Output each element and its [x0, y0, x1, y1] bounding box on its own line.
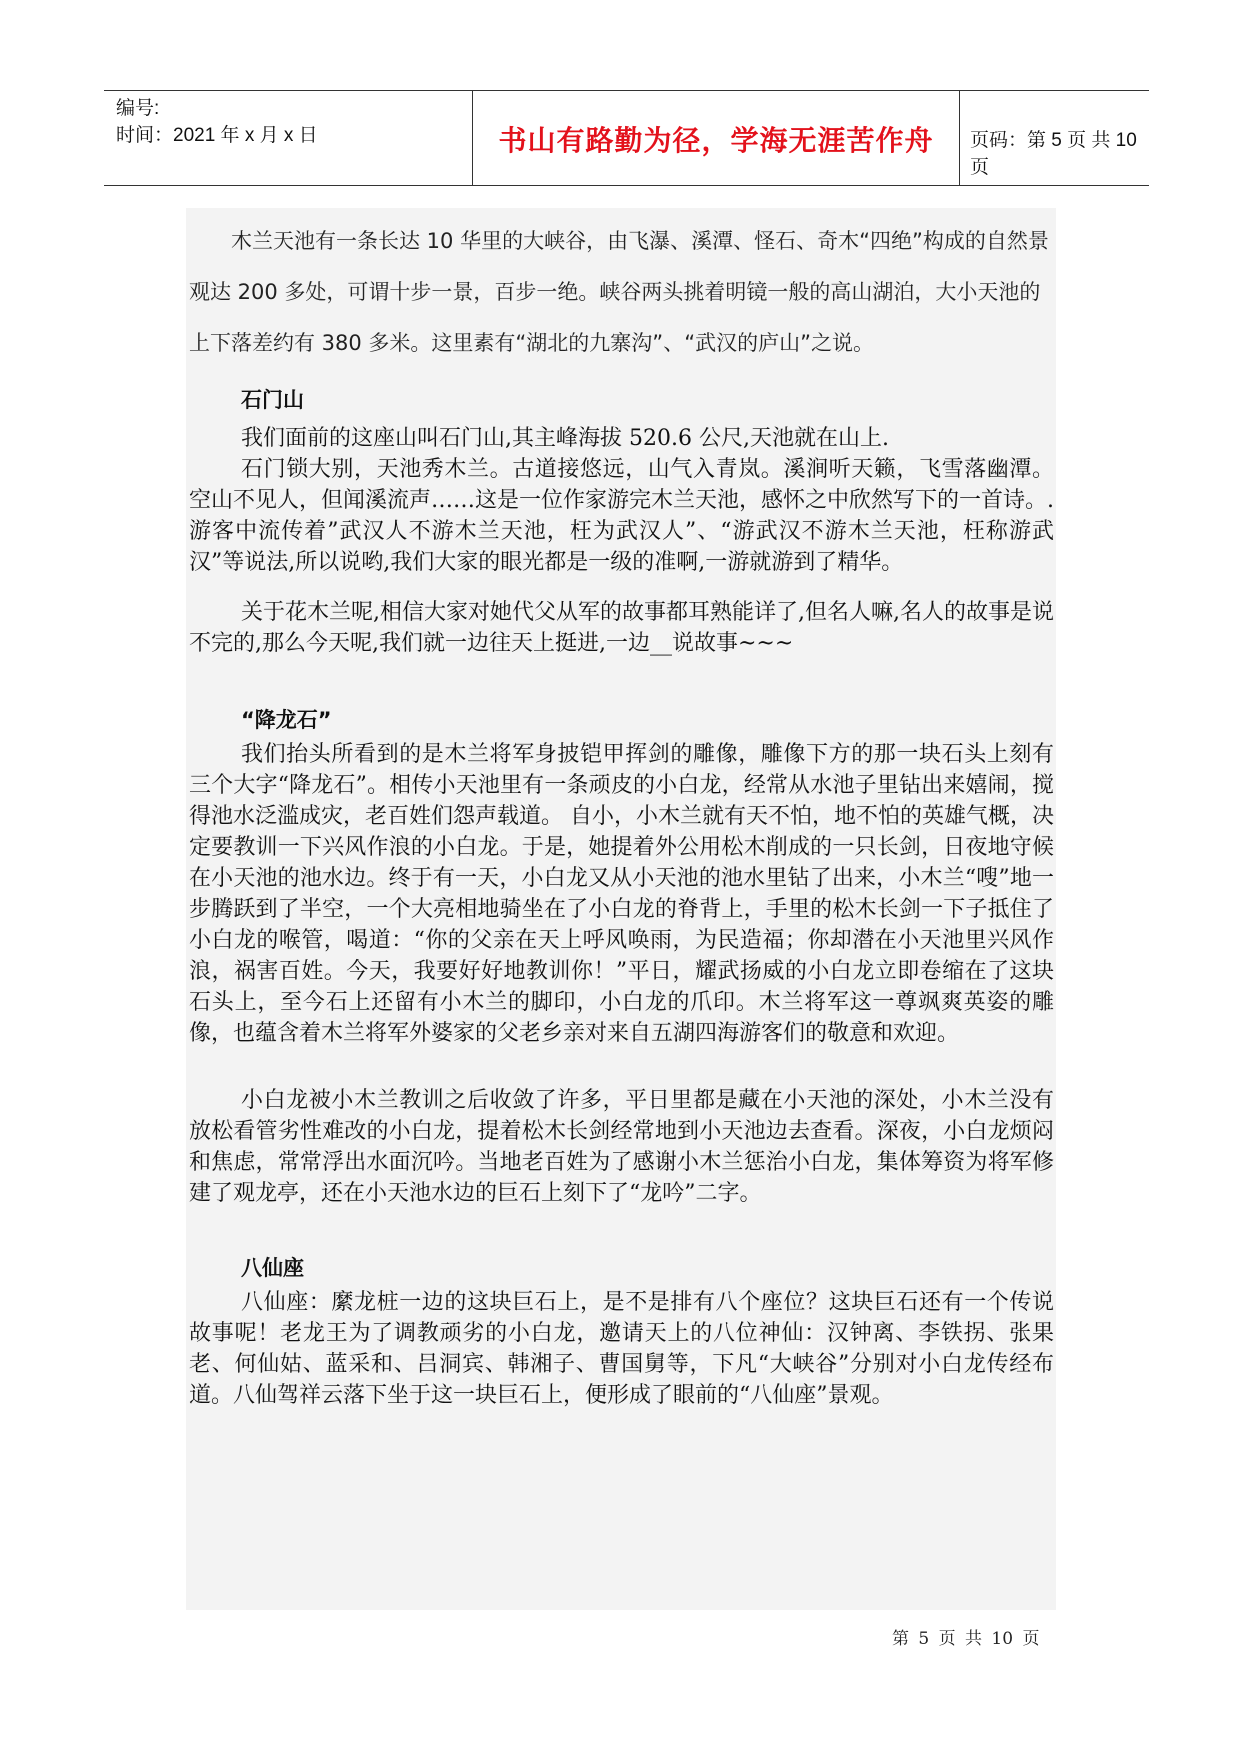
section-title: 石门山	[241, 388, 304, 412]
header-motto: 书山有路勤为径，学海无涯苦作舟	[498, 124, 934, 157]
paragraph: 我们面前的这座山叫石门山,其主峰海拔 520.6 公尺,天池就在山上.	[241, 426, 889, 451]
page-header	[104, 90, 1149, 186]
paragraph: 石门锁大别，天池秀木兰。古道接悠远，山气入青岚。溪涧听天籁，飞雪落幽潭。空山不见人，但闻溪流声……这是一位作家游完木兰天池，感怀之中欣然写下的一首诗。.游客中流传着”武汉人不游木兰天池，枉为武汉人”、“游武汉不游木兰天池，枉称游武汉”等说法,所以说哟,我们大家的眼光都是一级的准啊,一游就游到了精华。	[189, 457, 1054, 575]
paragraph: 我们抬头所看到的是木兰将军身披铠甲挥剑的雕像，雕像下方的那一块石头上刻有三个大字“降龙石”。相传小天池里有一条顽皮的小白龙，经常从水池子里钻出来嬉闹，搅得池水泛滥成灾，老百姓们怨声载道。 自小，小木兰就有天不怕，地不怕的英雄气概，决定要教训一下兴风作浪的小白龙。于是，她提着外公用松木削成的一只长剑，日夜地守候在小天池的池水边。终于有一天，小白龙又从小天池的池水里钻了出来，小木兰“嗖”地一步腾跃到了半空，一个大亮相地骑坐在了小白龙的脊背上，手里的松木长剑一下子抵住了小白龙的喉管，喝道：“你的父亲在天上呼风唤雨，为民造福；你却潜在小天池里兴风作浪，祸害百姓。今天，我要好好地教训你！”平日，耀武扬威的小白龙立即卷缩在了这块石头上，至今石上还留有小木兰的脚印，小白龙的爪印。木兰将军这一尊飒爽英姿的雕像，也蕴含着木兰将军外婆家的父老乡亲对来自五湖四海游客们的敬意和欢迎。	[189, 742, 1054, 1046]
paragraph: 关于花木兰呢,相信大家对她代父从军的故事都耳熟能详了,但名人嘛,名人的故事是说不完的,那么今天呢,我们就一边往天上挺进,一边__说故事~~~	[189, 600, 1054, 656]
document-body	[186, 208, 1056, 1610]
page-footer: 第 5 页 共 10 页	[892, 1629, 1040, 1649]
paragraph: 八仙座：縻龙桩一边的这块巨石上，是不是排有八个座位？这块巨石还有一个传说故事呢！老龙王为了调教顽劣的小白龙，邀请天上的八位神仙：汉钟离、李铁拐、张果老、何仙姑、蓝采和、吕洞宾、韩湘子、曹国舅等，下凡“大峡谷”分别对小白龙传经布道。八仙驾祥云落下坐于这一块巨石上，便形成了眼前的“八仙座”景观。	[189, 1290, 1054, 1408]
header-divider	[959, 91, 960, 185]
paragraph: 小白龙被小木兰教训之后收敛了许多，平日里都是藏在小天池的深处，小木兰没有放松看管劣性难改的小白龙，提着松木长剑经常地到小天池边去查看。深夜，小白龙烦闷和焦虑，常常浮出水面沉吟。当地老百姓为了感谢小木兰惩治小白龙，集体筹资为将军修建了观龙亭，还在小天池水边的巨石上刻下了“龙吟”二字。	[189, 1088, 1054, 1206]
section-title: “降龙石”	[241, 708, 332, 732]
section-title: 八仙座	[241, 1256, 304, 1280]
intro-paragraph: 木兰天池有一条长达 10 华里的大峡谷，由飞瀑、溪潭、怪石、奇木“四绝”构成的自然景观达 200 多处，可谓十步一景，百步一绝。峡谷两头挑着明镜一般的高山湖泊，大小天池的上下落差约有 380 多米。这里素有“湖北的九寨沟”、“武汉的庐山”之说。	[189, 229, 1049, 355]
number-label: 编号:	[116, 98, 160, 119]
time-label: 时间：2021 年 x 月 x 日	[116, 125, 318, 146]
header-meta	[116, 95, 466, 149]
header-page-info: 页码：第 5 页 共 10 页	[970, 130, 1137, 178]
